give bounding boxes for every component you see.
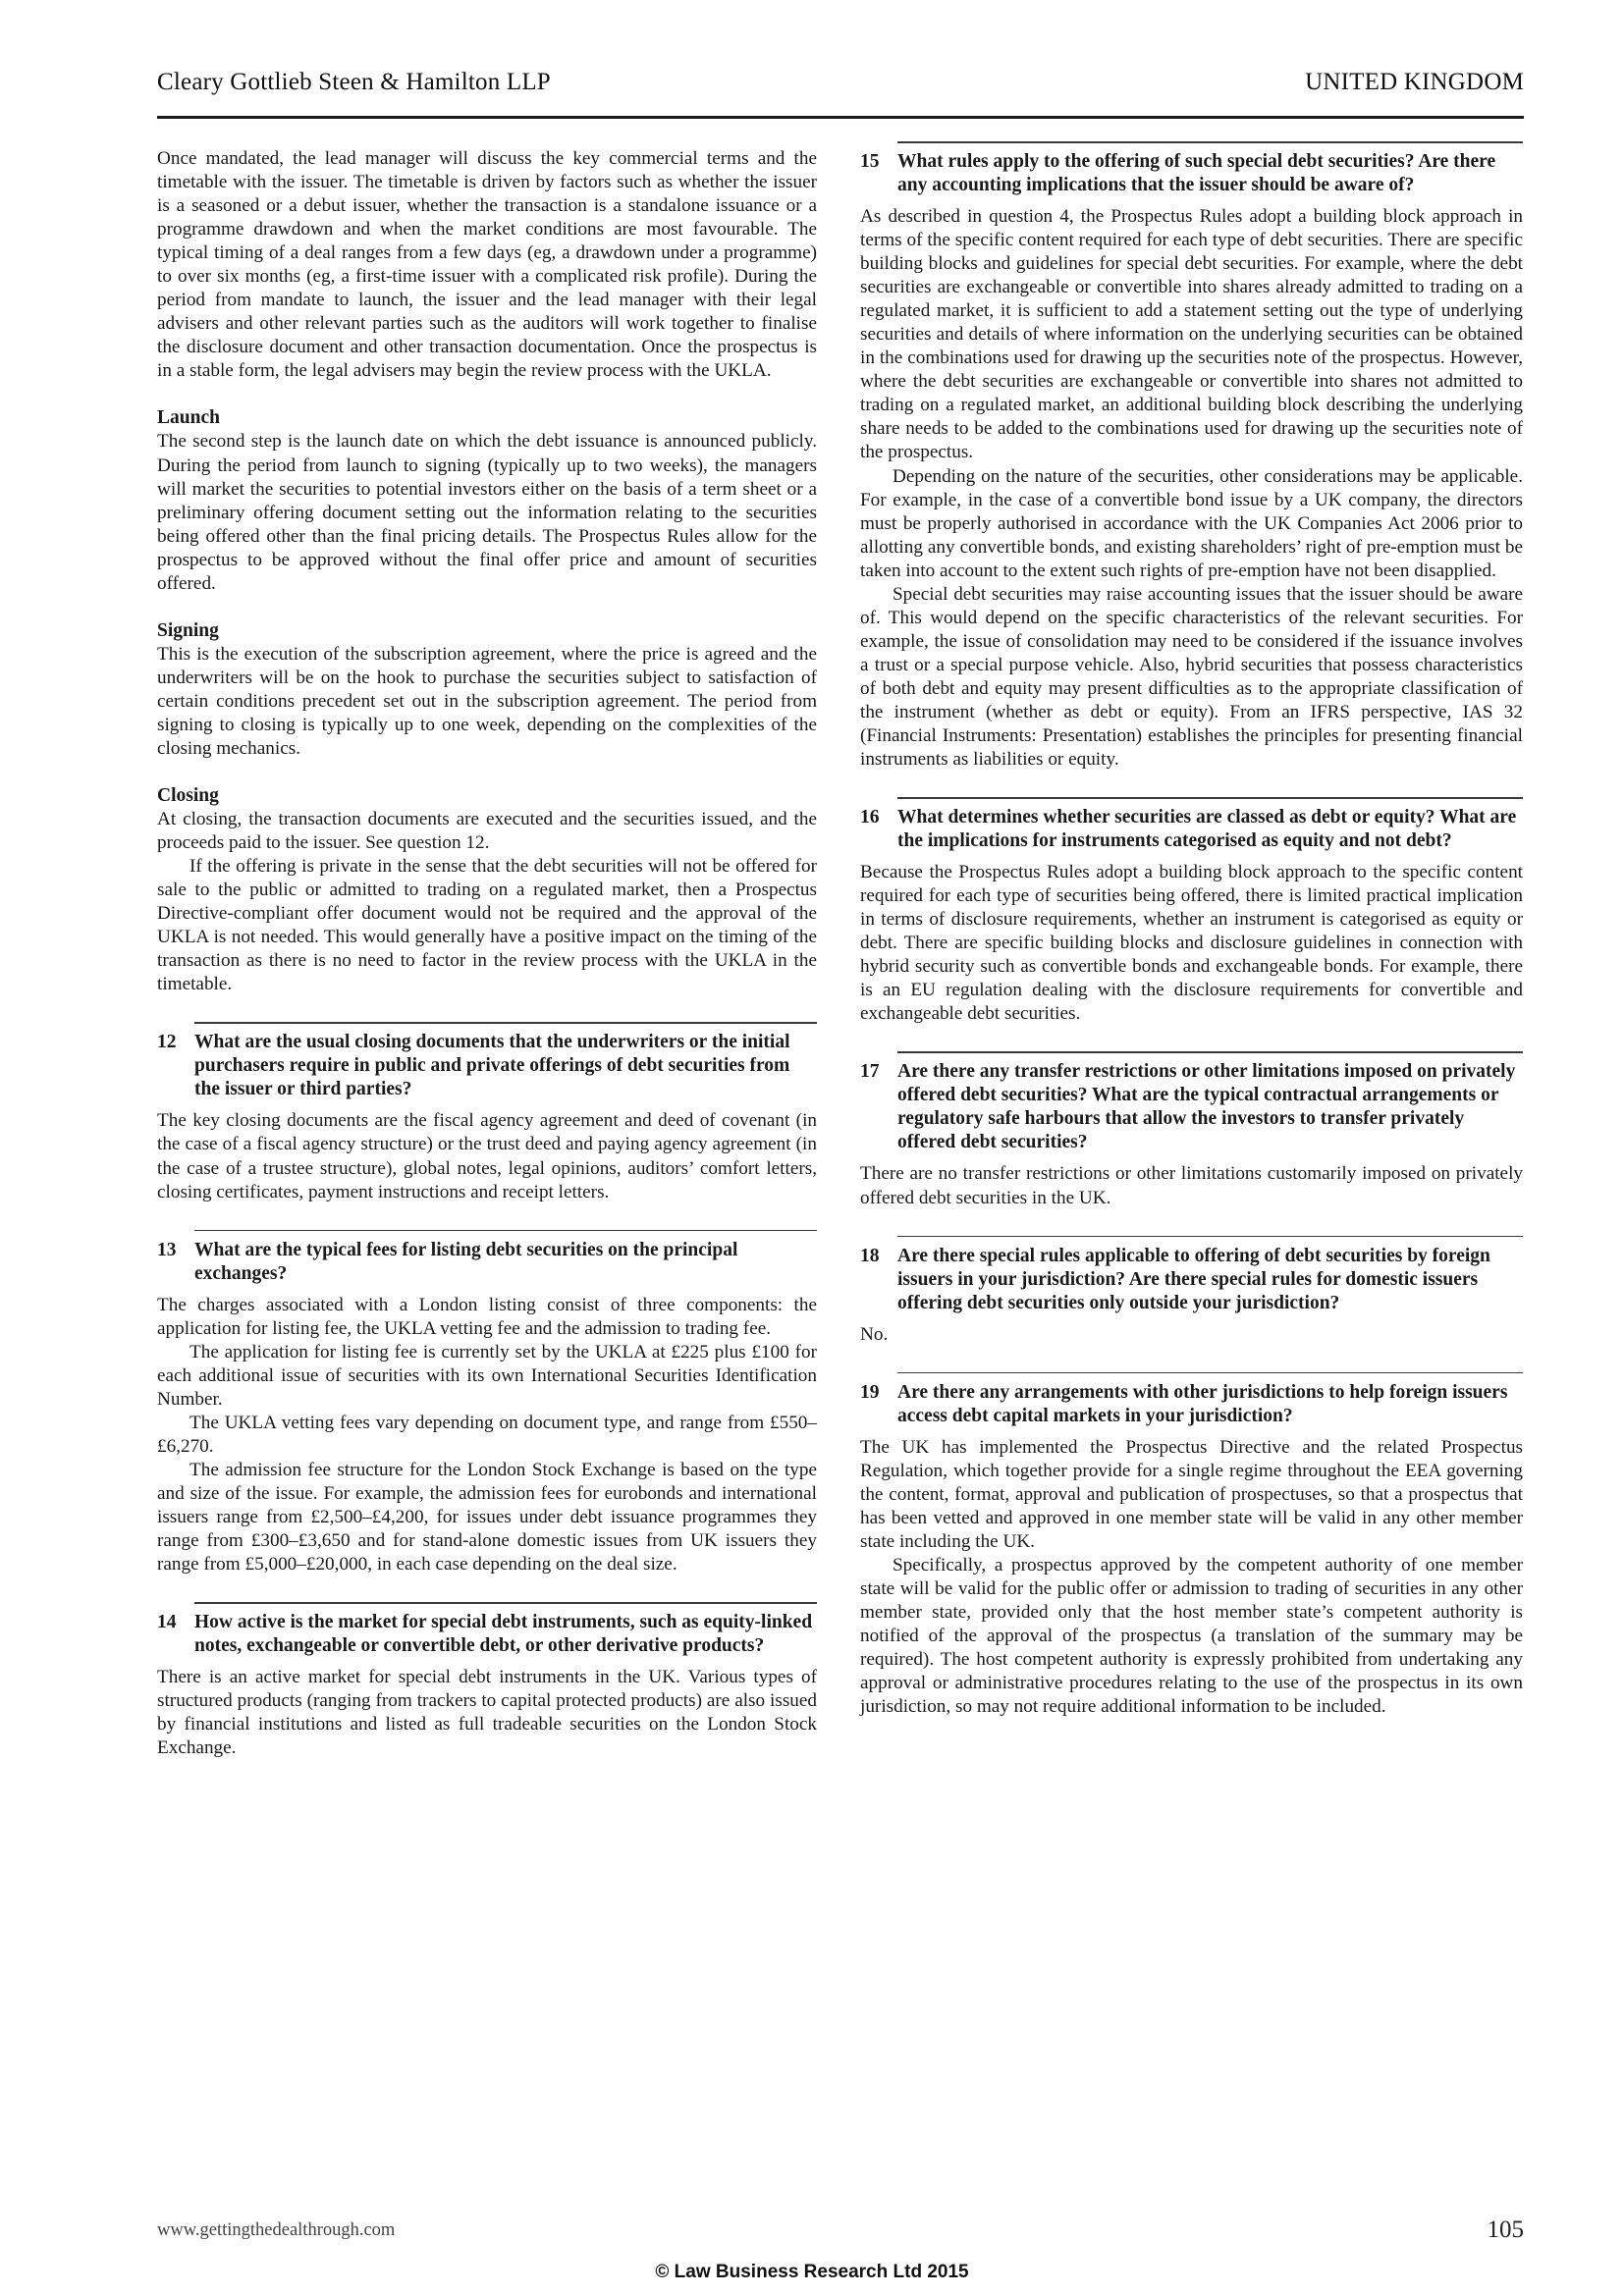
question-number: 12	[157, 1032, 177, 1053]
launch-heading: Launch	[157, 407, 220, 429]
question-heading: Are there special rules applicable to offering of debt securities by foreign issuers in your jurisdiction? Are there special rules for domestic issuers offering debt securities only outside your jurisdiction?	[897, 1245, 1490, 1313]
page-footer	[157, 2216, 1524, 2250]
question-number: 18	[860, 1245, 880, 1266]
question-block	[157, 1230, 817, 1286]
intro-paragraph: Once mandated, the lead manager will discuss the key commercial terms and the timetable with the issuer. The timetable is driven by factors such as whether the issuer is a seasoned or a debut issuer, whether the transaction is a standalone issuance or a programme drawdown and when the market conditions are most favourable. The typical timing of a deal ranges from a few days (eg, a drawdown under a programme) to over six months (eg, a first-time issuer with a complicated risk profile). During the period from mandate to launch, the issuer and the lead manager with their legal advisers and other relevant parties such as the auditors will work together to finalise the disclosure document and other transaction documentation. Once the prospectus is in a stable form, the legal advisers may begin the review process with the UKLA.	[157, 148, 817, 382]
question-number: 14	[157, 1612, 177, 1633]
question-block	[860, 141, 1523, 197]
answer-paragraph: Because the Prospectus Rules adopt a building block approach to the specific content required for each type of securities being offered, there is limited practical implication in terms of disclosure requirements, whether an instrument is categorised as equity or debt. There are specific building blocks and disclosure guidelines in connection with hybrid security such as convertible bonds and exchangeable bonds. For example, there is an EU regulation dealing with the disclosure requirements for convertible and exchangeable debt securities.	[860, 862, 1523, 1025]
right-column	[860, 141, 1523, 1719]
answer-paragraph: As described in question 4, the Prospectus Rules adopt a building block approach in terms of the specific content required for each type of debt securities. There are specific building blocks and guidelines for special debt securities. For example, where the debt securities are exchangeable or convertible into shares already admitted to trading on a regulated market, it is sufficient to add a statement setting out the type of underlying securities and details of where information on the underlying securities can be obtained in the combinations used for drawing up the securities note of the prospectus. However, where the debt securities are exchangeable or convertible into shares not admitted to trading on a regulated market, an additional building block describing the underlying share needs to be added to the combinations used for drawing up the securities note of the prospectus.	[860, 206, 1523, 463]
question-heading: How active is the market for special debt instruments, such as equity-linked notes, exchangeable or convertible debt, or other derivative products?	[194, 1612, 813, 1657]
question-number: 13	[157, 1239, 177, 1260]
answer-paragraph: The UKLA vetting fees vary depending on document type, and range from £550–£6,270.	[157, 1412, 817, 1457]
question-block	[860, 797, 1523, 853]
question-heading: Are there any arrangements with other jurisdictions to help foreign issuers access debt capital markets in your jurisdiction?	[897, 1381, 1508, 1426]
answer-paragraph: The key closing documents are the fiscal agency agreement and deed of covenant (in the case of a fiscal agency structure) or the trust deed and paying agency agreement (in the case of a trustee structure), global notes, legal opinions, auditors’ comfort letters, closing certificates, payment instructions and receipt letters.	[157, 1110, 817, 1202]
copyright-notice: © Law Business Research Ltd 2015	[655, 2262, 969, 2282]
firm-name: Cleary Gottlieb Steen & Hamilton LLP	[157, 69, 551, 95]
answer-paragraph: Special debt securities may raise accounting issues that the issuer should be aware of. This would depend on the specific characteristics of the relevant securities. For example, the issue of consolidation may need to be considered if the issuance involves a trust or a special purpose vehicle. Also, hybrid securities that possess characteristics of both debt and equity may present difficulties as to the appropriate classification of the instrument (whether as debt or equity). From an IFRS perspective, IAS 32 (Financial Instruments: Presentation) establishes the principles for presenting financial instruments as liabilities or equity.	[860, 583, 1523, 771]
question-divider	[194, 1022, 817, 1024]
answer-paragraph: There are no transfer restrictions or other limitations customarily imposed on privately offered debt securities in the UK.	[860, 1163, 1523, 1208]
closing-paragraph: If the offering is private in the sense that the debt securities will not be offered for sale to the public or admitted to trading on a regulated market, then a Prospectus Directive-compliant offer document would not be required and the approval of the UKLA is not needed. This would generally have a positive impact on the timing of the transaction as there is no need to factor in the review process with the UKLA in the timetable.	[157, 856, 817, 995]
closing-paragraph: At closing, the transaction documents are executed and the securities issued, and the proceeds paid to the issuer. See question 12.	[157, 809, 817, 854]
question-divider	[194, 1602, 817, 1604]
answer-paragraph: There is an active market for special debt instruments in the UK. Various types of structured products (ranging from trackers to capital protected products) are also issued by financial institutions and listed as full tradeable securities on the London Stock Exchange.	[157, 1667, 817, 1759]
question-number: 17	[860, 1061, 880, 1083]
question-heading: What determines whether securities are classed as debt or equity? What are the implications for instruments categorised as equity and not debt?	[897, 807, 1517, 852]
answer-paragraph: Specifically, a prospectus approved by the competent authority of one member state will be valid for the public offer or admission to trading of securities in any other member state, provided only that the host member state’s competent authority is notified of the approval of the prospectus (a translation of the summary may be required). The host competent authority is expressly prohibited from undertaking any approval or administrative procedures relating to the use of the prospectus in its own jurisdiction, so may not require additional information to be included.	[860, 1554, 1523, 1718]
signing-heading: Signing	[157, 619, 219, 641]
question-number: 19	[860, 1381, 880, 1403]
header-divider	[157, 116, 1524, 119]
answer-paragraph: The admission fee structure for the London Stock Exchange is based on the type and size of the issue. For example, the admission fees for eurobonds and international issuers range from £2,500–£4,200, for issues under debt issuance programmes they range from £300–£3,650 and for stand-alone domestic issues from UK issuers they range from £5,000–£20,000, in each case depending on the deal size.	[157, 1459, 817, 1575]
signing-paragraph: This is the execution of the subscription agreement, where the price is agreed and the underwriters will be on the hook to purchase the securities subject to satisfaction of certain conditions precedent set out in the subscription agreement. The period from signing to closing is typically up to one week, depending on the complexities of the closing mechanics.	[157, 643, 817, 759]
question-block	[860, 1236, 1523, 1315]
closing-heading: Closing	[157, 785, 219, 807]
answer-paragraph: The charges associated with a London listing consist of three components: the application for listing fee, the UKLA vetting fee and the admission to trading fee.	[157, 1294, 817, 1339]
question-divider	[897, 1236, 1523, 1238]
question-divider	[897, 1372, 1523, 1374]
question-divider	[194, 1230, 817, 1232]
question-block	[157, 1022, 817, 1101]
answer-paragraph: No.	[860, 1323, 889, 1345]
question-block	[860, 1051, 1523, 1154]
question-block	[157, 1602, 817, 1658]
jurisdiction-title: UNITED KINGDOM	[1305, 69, 1524, 95]
question-heading: What are the typical fees for listing debt securities on the principal exchanges?	[194, 1239, 738, 1284]
answer-paragraph: The application for listing fee is currently set by the UKLA at £225 plus £100 for each additional issue of securities with its own International Securities Identification Number.	[157, 1341, 817, 1410]
page-number: 105	[1487, 2216, 1524, 2243]
question-divider	[897, 1051, 1523, 1053]
left-column	[157, 147, 817, 1760]
answer-paragraph: The UK has implemented the Prospectus Directive and the related Prospectus Regulation, which together provide for a single regime throughout the EEA governing the content, format, approval and publication of prospectuses, so that a prospectus that has been vetted and approved in one member state will be valid in any other member state including the UK.	[860, 1436, 1523, 1552]
question-heading: What are the usual closing documents that the underwriters or the initial purchasers require in public and private offerings of debt securities from the issuer or third parties?	[194, 1032, 790, 1100]
launch-paragraph: The second step is the launch date on which the debt issuance is announced publicly. During the period from launch to signing (typically up to two weeks), the managers will market the securities to potential investors either on the basis of a term sheet or a preliminary offering document setting out the information relating to the securities being offered other than the final pricing details. The Prospectus Rules allow for the prospectus to be approved without the final offer price and amount of securities offered.	[157, 431, 817, 594]
question-divider	[897, 141, 1523, 143]
question-number: 15	[860, 151, 880, 172]
question-heading: Are there any transfer restrictions or other limitations imposed on privately offered debt securities? What are the typical contractual arrangements or regulatory safe harbours that allow the investors to transfer privately offered debt securities?	[897, 1061, 1516, 1153]
website-link[interactable]: www.gettingthedealthrough.com	[157, 2220, 396, 2240]
question-heading: What rules apply to the offering of such special debt securities? Are there any accounting implications that the issuer should be aware of?	[897, 151, 1496, 195]
page-header	[157, 61, 1524, 120]
question-block	[860, 1372, 1523, 1428]
question-divider	[897, 797, 1523, 799]
answer-paragraph: Depending on the nature of the securities, other considerations may be applicable. For example, in the case of a convertible bond issue by a UK company, the directors must be properly authorised in accordance with the UK Companies Act 2006 prior to allotting any convertible bonds, and existing shareholders’ right of pre-emption must be taken into account to the extent such rights of pre-emption have not been disapplied.	[860, 465, 1523, 581]
question-number: 16	[860, 807, 880, 828]
